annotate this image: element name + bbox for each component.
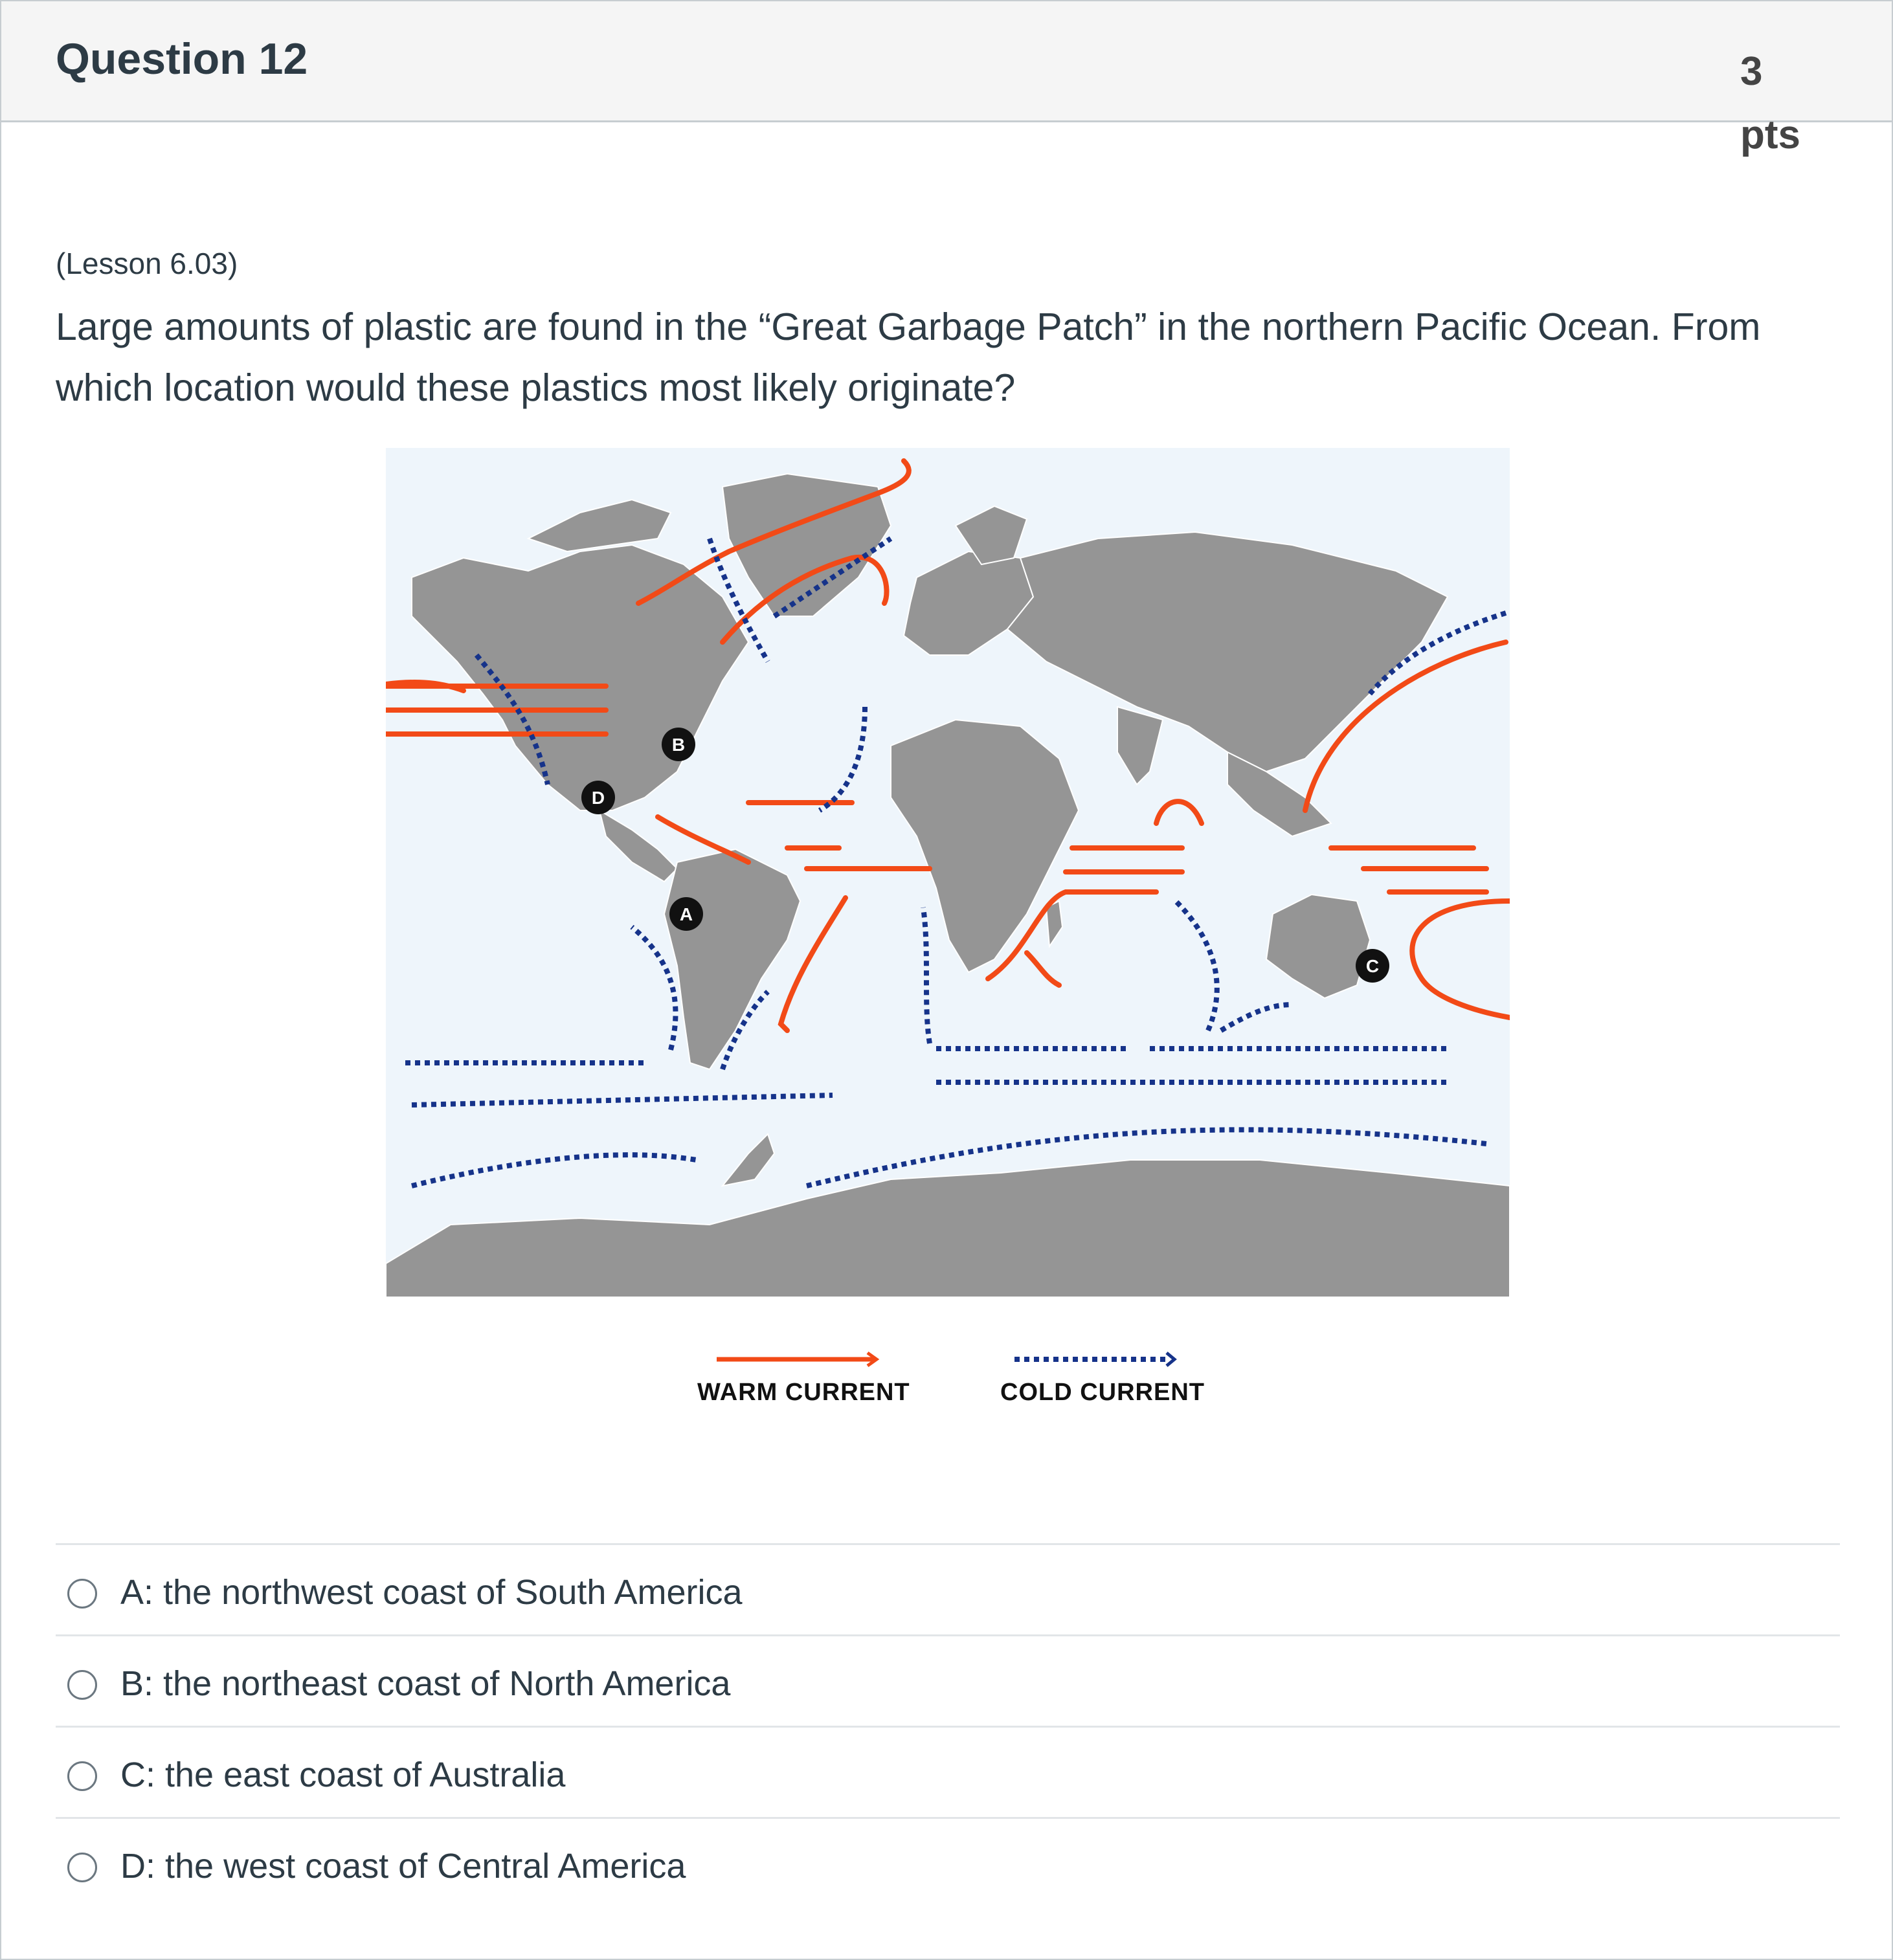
answer-label: C: the east coast of Australia — [120, 1755, 566, 1794]
question-points: 3 pts — [1740, 49, 1800, 157]
cold-current-label: COLD CURRENT — [1000, 1379, 1205, 1406]
marker-a — [669, 897, 703, 931]
answer-option-d[interactable] — [56, 1817, 1840, 1908]
warm-current-label: WARM CURRENT — [697, 1379, 910, 1406]
ocean-currents-map — [386, 448, 1510, 1297]
lesson-reference: (Lesson 6.03) — [56, 247, 238, 280]
radio-button[interactable] — [67, 1670, 97, 1700]
question-title: Question 12 — [56, 34, 308, 84]
cold-current-swatch — [1014, 1353, 1174, 1366]
radio-button[interactable] — [67, 1761, 97, 1791]
svg-text:D: D — [591, 788, 605, 808]
answer-option-a[interactable] — [56, 1543, 1840, 1634]
answer-list — [56, 1543, 1840, 1908]
svg-text:C: C — [1365, 956, 1380, 976]
radio-button[interactable] — [67, 1853, 97, 1882]
marker-c — [1356, 949, 1389, 983]
svg-text:B: B — [671, 735, 686, 755]
map-legend — [688, 1348, 1205, 1419]
answer-option-b[interactable] — [56, 1634, 1840, 1726]
svg-text:A: A — [679, 904, 693, 924]
question-prompt: Large amounts of plastic are found in the “Great Garbage Patch” in the northern Pacific Ocean. From which location would these plastics most likely originate? — [56, 306, 1761, 409]
marker-b — [662, 728, 695, 761]
warm-current-swatch — [717, 1353, 877, 1366]
marker-d — [581, 781, 615, 814]
answer-option-c[interactable] — [56, 1726, 1840, 1817]
answer-label: B: the northeast coast of North America — [120, 1664, 731, 1703]
radio-button[interactable] — [67, 1579, 97, 1609]
answer-label: A: the northwest coast of South America — [120, 1573, 743, 1612]
question-header — [1, 1, 1892, 157]
answer-label: D: the west coast of Central America — [120, 1847, 686, 1886]
